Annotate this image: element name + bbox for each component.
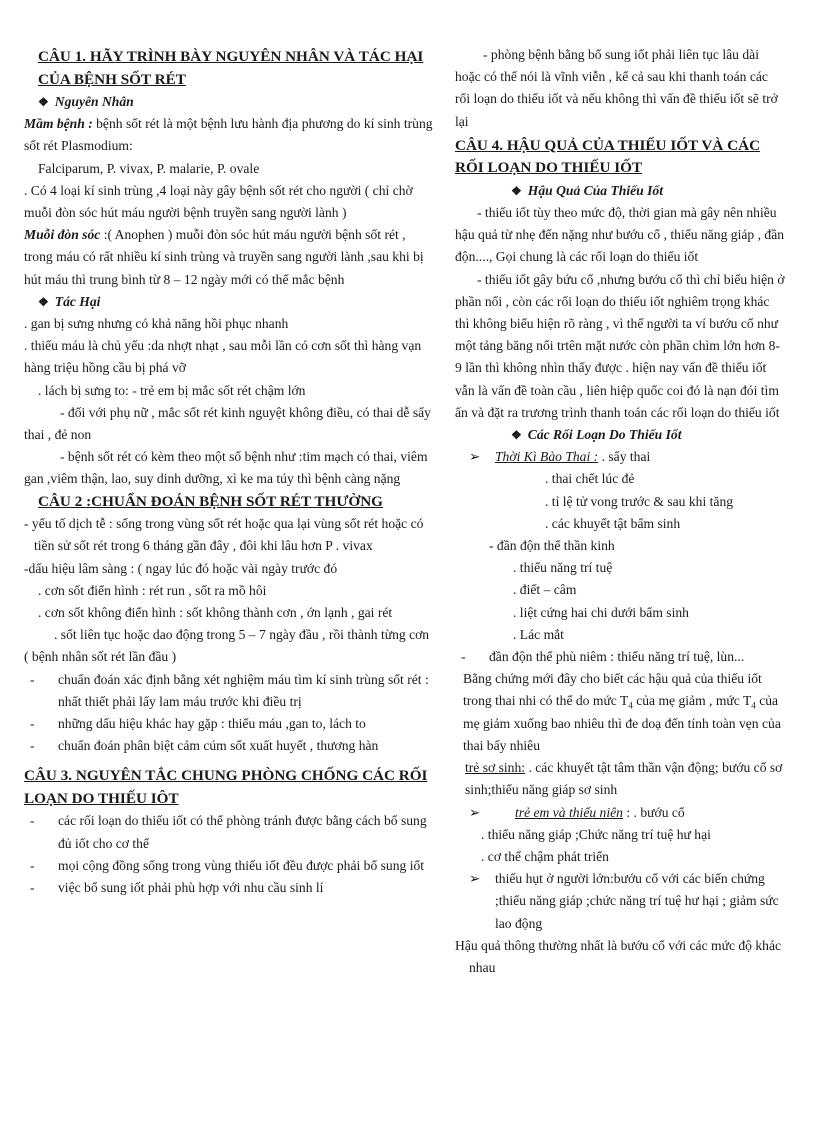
diag-list-item: - những dấu hiệu khác hay gặp : thiếu máu ,gan to, lách to [30,715,366,731]
arrow-bullet-icon: ➢ [469,804,481,820]
newborn-label: trẻ sơ sinh: [465,760,526,776]
section-1-title: CÂU 1. HÃY TRÌNH BÀY NGUYÊN NHÂN VÀ TÁC HẠI CỦA BỆNH SỐT RÉT [38,48,424,88]
mosquito-paragraph: Muỗi đòn sóc :( Anophen ) muỗi đòn sóc hút máu người bệnh sốt rét , trong máu có rất nhiều kí sinh trùng và truyền sang người lành ,sau khi bị hút máu thì trung bình từ 8 – 12 ngày mới có thể mắc bệnh [24,227,424,287]
four-types-paragraph: . Có 4 loại kí sinh trùng ,4 loại này gây bệnh sốt rét cho người ( chỉ chờ muỗi đòn sóc hút máu người bệnh truyền sang người lành ) [24,182,413,221]
subheading-consequences: ❖ Hậu Quả Của Thiếu Iốt [511,182,663,198]
diamond-bullet-icon: ❖ [38,294,49,309]
prevention-list-item: - việc bổ sung iốt phải phù hợp với nhu cầu sinh lí [30,880,324,895]
evidence-paragraph: Bằng chứng mới đây cho biết các hậu quả của thiếu iốt trong thai nhi có thể do mức $T_4$ của mẹ giảm , mức $T_4$ của mẹ giảm xuống bao nhiêu thì đe doạ đến tính toàn vẹn của thai bấy nhiêu [463,671,781,753]
fetal-item: . các khuyết tật bẩm sinh [545,515,681,531]
section-4-title: CÂU 4. HẬU QUẢ CỦA THIẾU IỐT VÀ CÁC RỐI LOẠN DO THIẾU IỐT [455,136,761,177]
cretinism-item: . thiểu năng trí tuệ [513,560,613,576]
subheading-disorders: ❖ Các Rối Loạn Do Thiếu Iốt [511,427,682,443]
fetal-period: ➢ Thời Kì Bào Thai : . sẩy thai [455,446,785,468]
section-3-title: CÂU 3. NGUYÊN TẮC CHUNG PHÒNG CHỐNG CÁC RỐI LOẠN DO THIẾU IÔT [24,767,428,807]
harm-line-1: . gan bị sưng nhưng có khả năng hồi phục nhanh [24,316,289,332]
diag-list-item: - chuẩn đoán xác định bằng xét nghiệm máu tìm kí sinh trùng sốt rét : nhất thiết phải lấy lam máu trước khi điều trị [30,671,429,709]
section-2-title: CÂU 2 :CHUẨN ĐOÁN BỆNH SỐT RÉT THƯỜNG [38,492,383,510]
arrow-bullet-icon: ➢ [469,871,481,887]
diag-list-item: - chuẩn đoán phân biệt cảm cúm sốt xuất huyết , thương hàn [30,738,379,754]
mosquito-label: Muỗi đòn sóc [24,227,101,243]
children-adolescents: ➢ trẻ em và thiếu niên : . bướu cổ [455,802,785,824]
closing-paragraph: Hậu quả thông thường nhất là bướu cổ với các mức độ khác nhau [455,937,782,975]
cretinism-item: . Lác mắt [513,626,564,642]
consequence-paragraph-1: - thiếu iốt tùy theo mức độ, thời gian mà gây nên nhiều hậu quả từ nhẹ đến nặng như bướu cổ , thiểu năng giáp , đần độn...., Gọi chung là các rối loạn do thiếu iốt [455,205,785,265]
pathogen-paragraph: Mầm bệnh : bệnh sốt rét là một bệnh lưu hành địa phương do kí sinh trùng sốt rét Plasmodium: [24,116,433,154]
diag-clinical: -dấu hiệu lâm sàng : ( ngay lúc đó hoặc vài ngày trước đó [24,560,338,576]
diag-continuous: . sốt liên tục hoặc dao động trong 5 – 7 ngày đầu , rồi thành từng cơn ( bệnh nhân sốt rét lần đầu ) [24,627,430,665]
species-line: Falciparum, P. vivax, P. malarie, P. ovale [38,160,260,176]
diag-typical: . cơn sốt điển hình : rét run , sốt ra mồ hôi [38,582,267,598]
harm-line-5: - bệnh sốt rét có kèm theo một số bệnh như :tim mạch có thai, viêm gan ,viêm thận, lao, suy dinh dưỡng, xì ke ma túy thì bệnh càng nặng [24,449,428,487]
fetal-item: . thai chết lúc đẻ [545,471,635,487]
left-column [24,44,434,899]
diag-atypical: . cơn sốt không điển hình : sốt không thành cơn , ớn lạnh , gai rét [38,604,393,620]
children-label: trẻ em và thiếu niên [515,804,623,820]
newborn-paragraph: trẻ sơ sinh: . các khuyết tật tâm thần vận động; bướu cổ sơ sinh;thiểu năng giáp sơ sinh [465,760,783,798]
arrow-bullet-icon: ➢ [469,449,481,465]
prevention-list-item: - mọi cộng đồng sống trong vùng thiếu iốt đều được phải bổ sung iốt [30,857,425,873]
subheading-harm: ❖ Tác Hại [38,293,101,309]
diamond-bullet-icon: ❖ [511,183,522,198]
cretinism-neuro: - đần độn thể thần kinh [489,538,615,554]
cretinism-myxedema: - đần độn thể phù niêm : thiểu năng trí tuệ, lùn... [461,649,745,665]
harm-line-2: . thiếu máu là chủ yếu :da nhợt nhạt , sau mỗi lần có cơn sốt thì hàng vạn hàng triệu hồng cầu bị phá vỡ [24,338,422,376]
prevention-continued: - phòng bệnh bằng bổ sung iốt phải liên tục lâu dài hoặc có thể nói là vĩnh viễn , kể cả sau khi thanh toán các rối loạn do thiếu iốt và nếu không thì vấn đề thiếu iốt sẽ trở lại [455,47,778,129]
prevention-list-item: - các rối loạn do thiếu iốt có thể phòng tránh được bằng cách bổ sung đủ iốt cho cơ thể [30,813,427,851]
adults-item: ➢ thiếu hụt ở người lớn:bướu cổ với các biến chứng ;thiểu năng giáp ;chức năng trí tuệ hư hại ; giảm sức lao động [455,868,785,935]
cretinism-item: . điết – câm [513,582,577,598]
diamond-bullet-icon: ❖ [38,95,49,109]
diamond-bullet-icon: ❖ [511,428,522,443]
children-item: . cơ thể chậm phát triển [481,848,609,864]
harm-line-3: . lách bị sưng to: - trẻ em bị mắc sốt rét chậm lớn [38,382,306,398]
children-item: . thiểu năng giáp ;Chức năng trí tuệ hư hại [481,826,711,842]
fetal-period-label: Thời Kì Bào Thai : [495,449,599,465]
cretinism-item: . liệt cứng hai chi dưới bẩm sinh [513,604,689,620]
fetal-item: . tỉ lệ tử vong trước & sau khi tăng [545,493,734,509]
consequence-paragraph-2: - thiếu iốt gây bứu cổ ,nhưng bướu cổ thì chỉ biểu hiện ở phần nổi , còn các rối loạn do thiếu iốt nghiêm trọng khác thì không biểu hiện rõ ràng , vì thế người ta ví bướu cổ như một tảng băng nổi trtên mặt nước còn phần chìm lớn hơn 8- 9 lần thì không nhìn thấy được . hiện nay vấn đề thiếu iốt vẫn là vấn đề toàn cầu , liên hiệp quốc coi đó là nạn đói tìm ẩn và đặt ra trương trình thanh toán các rối loạn do thiếu iốt [455,271,785,420]
diag-epidemiology: - yếu tố dịch tễ : sống trong vùng sốt rét hoặc qua lại vùng sốt rét hoặc có tiền sử sốt rét trong 6 tháng gần đây , đôi khi lâu hơn P . vivax [24,516,424,554]
pathogen-label: Mầm bệnh : [24,116,93,132]
right-column [455,44,785,979]
subheading-cause: ❖ Nguyên Nhân [38,94,134,109]
harm-line-4: - đối với phụ nữ , mắc sốt rét kinh nguyệt không điều, có thai dễ sẩy thai , đẻ non [24,404,431,443]
